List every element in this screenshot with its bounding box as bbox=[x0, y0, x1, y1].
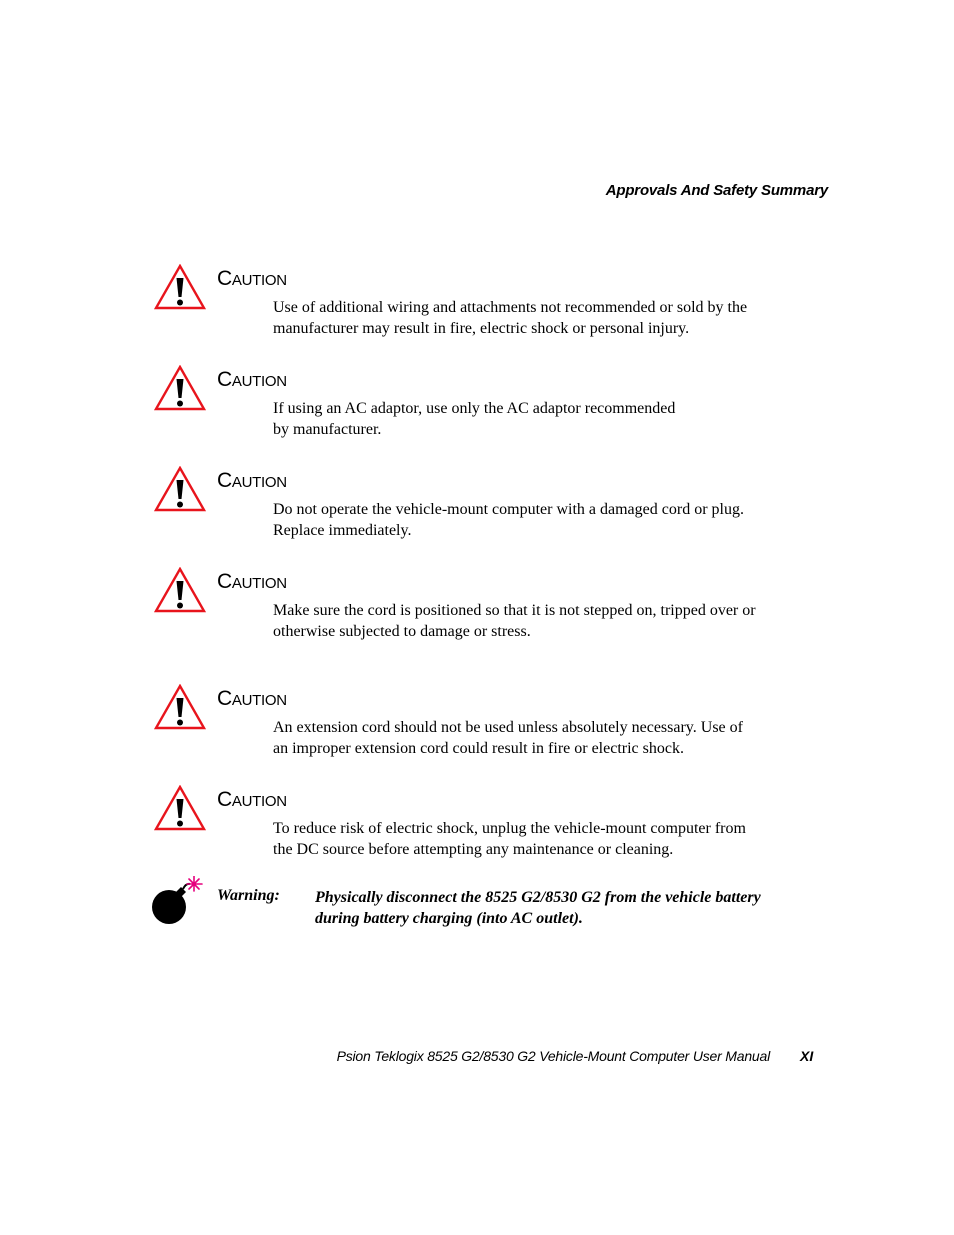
caution-text-line: Do not operate the vehicle-mount computer with a damaged cord or plug. bbox=[273, 501, 744, 518]
caution-triangle-icon bbox=[154, 264, 206, 310]
warning-text-line: Physically disconnect the 8525 G2/8530 G2 from the vehicle battery bbox=[315, 889, 761, 906]
caution-text bbox=[273, 297, 793, 339]
caution-heading bbox=[217, 687, 287, 711]
caution-text-line: an improper extension cord could result in fire or electric shock. bbox=[273, 740, 684, 757]
caution-text-line: Replace immediately. bbox=[273, 522, 412, 539]
caution-heading bbox=[217, 570, 287, 594]
running-header-section-title: Approvals And Safety Summary bbox=[605, 182, 828, 199]
warning-text bbox=[315, 887, 795, 929]
caution-text-line: otherwise subjected to damage or stress. bbox=[273, 623, 531, 640]
caution-heading bbox=[217, 469, 287, 493]
caution-heading-initial: C bbox=[217, 368, 232, 391]
caution-text-line: by manufacturer. bbox=[273, 421, 382, 438]
caution-heading-rest: AUTION bbox=[231, 575, 287, 592]
caution-triangle-icon bbox=[154, 567, 206, 613]
caution-text bbox=[273, 499, 793, 541]
caution-text-line: the DC source before attempting any maintenance or cleaning. bbox=[273, 841, 674, 858]
caution-text-line: If using an AC adaptor, use only the AC adaptor recommended bbox=[273, 400, 676, 417]
caution-heading-initial: C bbox=[217, 469, 232, 492]
caution-triangle-icon bbox=[154, 785, 206, 831]
caution-heading-rest: AUTION bbox=[231, 373, 287, 390]
caution-text bbox=[273, 717, 793, 759]
footer-manual-title: Psion Teklogix 8525 G2/8530 G2 Vehicle-Mount Computer User Manual bbox=[336, 1048, 770, 1064]
caution-text bbox=[273, 818, 793, 860]
warning-label: Warning: bbox=[217, 887, 280, 904]
caution-heading-rest: AUTION bbox=[231, 692, 287, 709]
bomb-icon bbox=[150, 876, 206, 926]
caution-triangle-icon bbox=[154, 365, 206, 411]
caution-heading-initial: C bbox=[217, 570, 232, 593]
footer-page-number: XI bbox=[800, 1048, 814, 1064]
caution-heading-initial: C bbox=[217, 788, 232, 811]
caution-heading bbox=[217, 368, 287, 392]
caution-text-line: manufacturer may result in fire, electric shock or personal injury. bbox=[273, 320, 690, 337]
caution-heading bbox=[217, 788, 287, 812]
caution-triangle-icon bbox=[154, 466, 206, 512]
warning-text-line: during battery charging (into AC outlet). bbox=[315, 910, 583, 927]
caution-text bbox=[273, 398, 793, 440]
caution-heading-initial: C bbox=[217, 687, 232, 710]
caution-triangle-icon bbox=[154, 684, 206, 730]
caution-heading-rest: AUTION bbox=[231, 474, 287, 491]
caution-heading bbox=[217, 267, 287, 291]
caution-text-line: An extension cord should not be used unless absolutely necessary. Use of bbox=[273, 719, 743, 736]
caution-text bbox=[273, 600, 793, 642]
caution-heading-rest: AUTION bbox=[231, 272, 287, 289]
caution-text-line: Use of additional wiring and attachments not recommended or sold by the bbox=[273, 299, 748, 316]
caution-text-line: To reduce risk of electric shock, unplug the vehicle-mount computer from bbox=[273, 820, 746, 837]
caution-heading-rest: AUTION bbox=[231, 793, 287, 810]
caution-heading-initial: C bbox=[217, 267, 232, 290]
caution-text-line: Make sure the cord is positioned so that it is not stepped on, tripped over or bbox=[273, 602, 756, 619]
warning-notice bbox=[0, 876, 954, 936]
